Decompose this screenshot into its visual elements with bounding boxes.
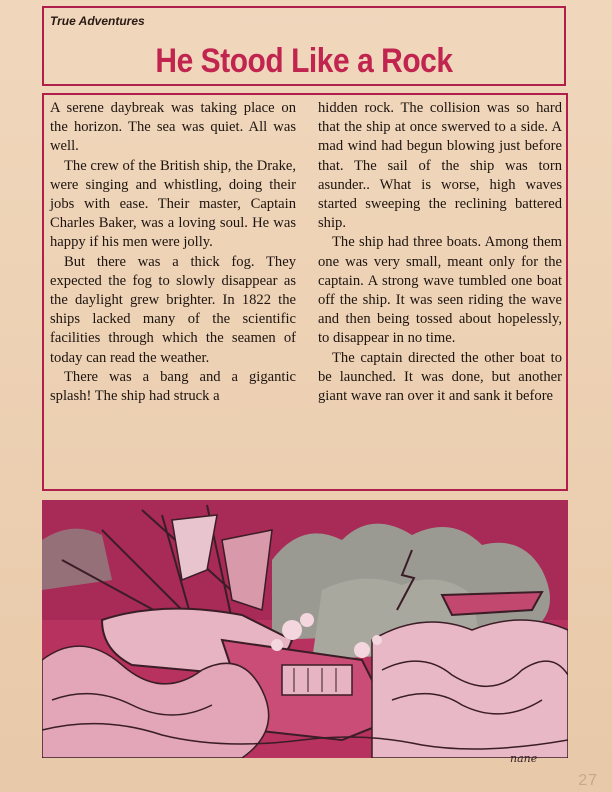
story-title: He Stood Like a Rock [155,42,453,80]
artist-signature: nane [510,752,538,765]
paragraph: The ship had three boats. Among them one was very small, meant only for the captain. A strong wave tumbled one boat off the ship. It was seen riding the wave and then being tossed about hopelessly, to disappear in no time. [318,234,562,347]
story-column-left [50,99,296,406]
shipwreck-illustration [42,500,568,758]
section-kicker: True Adventures [50,14,145,28]
paragraph: But there was a thick fog. They expected the fog to slowly disappear as the daylight grew brighter. In 1822 the ships lacked many of the scientific facilities through which the seamen of today can read the weather. [50,253,296,366]
paragraph: The captain directed the other boat to be launched. It was done, but another giant wave ran over it and sank it before [318,349,562,405]
paragraph: There was a bang and a gigantic splash! The ship had struck a [50,368,296,405]
paragraph: hidden rock. The collision was so hard that the ship at once swerved to a side. A mad wind had begun blowing just before that. The sail of the ship was torn asunder.. What is worse, high waves started sweeping the reclining battered ship. [318,100,562,232]
paragraph: The crew of the British ship, the Drake, were singing and whistling, doing their jobs with ease. Their master, Captain Charles Baker, was a loving soul. He was happy if his men were jolly. [50,157,296,251]
page-number: 27 [578,772,598,789]
story-text-box [42,93,568,491]
story-column-right [318,99,562,406]
paragraph: A serene daybreak was taking place on the horizon. The sea was quiet. All was well. [50,100,296,155]
header-box [42,6,566,86]
